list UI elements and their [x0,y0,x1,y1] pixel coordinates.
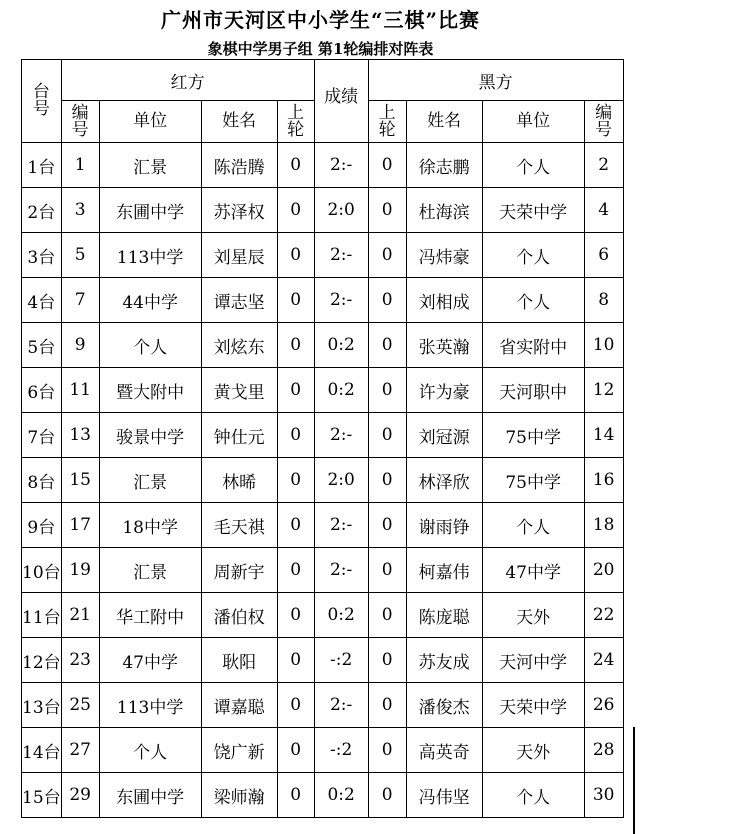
red-unit-cell: 东圃中学 [99,188,201,233]
black-unit-cell: 个人 [482,143,584,188]
red-unit-cell: 44中学 [99,278,201,323]
border-fragment [633,727,635,834]
header-black-unit: 单位 [482,101,584,143]
black-unit-cell: 天河中学 [482,638,584,683]
black-prev-cell: 0 [368,143,406,188]
black-prev-cell: 0 [368,593,406,638]
document-subtitle: 象棋中学男子组 第1轮编排对阵表 [207,40,434,58]
red-unit-cell: 113中学 [99,233,201,278]
header-result: 成绩 [314,60,368,143]
black-prev-cell: 0 [368,233,406,278]
board-cell: 4台 [22,278,62,323]
black-name-cell: 张英瀚 [406,323,482,368]
board-cell: 6台 [22,368,62,413]
board-cell: 7台 [22,413,62,458]
result-cell: -:2 [314,728,368,773]
red-unit-cell: 个人 [99,728,201,773]
black-name-cell: 冯炜豪 [406,233,482,278]
board-cell: 10台 [22,548,62,593]
black-name-cell: 谢雨铮 [406,503,482,548]
header-red-name: 姓名 [201,101,277,143]
red-name-cell: 刘星辰 [201,233,277,278]
black-prev-cell: 0 [368,188,406,233]
black-number-cell: 16 [584,458,623,503]
board-cell: 13台 [22,683,62,728]
red-number-cell: 15 [61,458,99,503]
red-number-cell: 9 [61,323,99,368]
result-cell: -:2 [314,638,368,683]
red-unit-cell: 个人 [99,323,201,368]
black-prev-cell: 0 [368,503,406,548]
black-name-cell: 冯伟坚 [406,773,482,818]
header-black-prev-round: 上轮 [368,101,406,143]
board-cell: 3台 [22,233,62,278]
black-name-cell: 苏友成 [406,638,482,683]
red-number-cell: 23 [61,638,99,683]
red-unit-cell: 18中学 [99,503,201,548]
red-unit-cell: 华工附中 [99,593,201,638]
red-name-cell: 林晞 [201,458,277,503]
result-cell: 2:- [314,548,368,593]
red-name-cell: 陈浩腾 [201,143,277,188]
board-cell: 5台 [22,323,62,368]
black-number-cell: 12 [584,368,623,413]
red-name-cell: 毛天祺 [201,503,277,548]
red-number-cell: 13 [61,413,99,458]
red-prev-cell: 0 [277,638,314,683]
black-name-cell: 刘冠源 [406,413,482,458]
pairing-table [21,59,624,818]
red-name-cell: 谭志坚 [201,278,277,323]
black-prev-cell: 0 [368,458,406,503]
header-black-number: 编号 [584,101,623,143]
result-cell: 2:- [314,503,368,548]
black-unit-cell: 省实附中 [482,323,584,368]
black-prev-cell: 0 [368,638,406,683]
black-prev-cell: 0 [368,683,406,728]
red-prev-cell: 0 [277,413,314,458]
black-prev-cell: 0 [368,728,406,773]
black-unit-cell: 47中学 [482,548,584,593]
table-row [22,413,624,458]
table-row [22,638,624,683]
black-prev-cell: 0 [368,413,406,458]
table-row [22,458,624,503]
black-unit-cell: 天河职中 [482,368,584,413]
header-red-prev-round: 上轮 [277,101,314,143]
black-number-cell: 4 [584,188,623,233]
black-number-cell: 10 [584,323,623,368]
red-unit-cell: 113中学 [99,683,201,728]
table-row [22,683,624,728]
red-prev-cell: 0 [277,323,314,368]
table-row [22,728,624,773]
red-name-cell: 刘炫东 [201,323,277,368]
black-number-cell: 2 [584,143,623,188]
black-number-cell: 14 [584,413,623,458]
table-row [22,773,624,818]
table-row [22,323,624,368]
black-unit-cell: 个人 [482,503,584,548]
result-cell: 0:2 [314,593,368,638]
table-row [22,188,624,233]
red-number-cell: 27 [61,728,99,773]
header-black-name: 姓名 [406,101,482,143]
header-red-number: 编号 [61,101,99,143]
black-unit-cell: 个人 [482,278,584,323]
result-cell: 0:2 [314,323,368,368]
black-name-cell: 柯嘉伟 [406,548,482,593]
black-number-cell: 24 [584,638,623,683]
table-row [22,278,624,323]
header-board: 台号 [22,60,62,143]
red-number-cell: 17 [61,503,99,548]
table-row [22,548,624,593]
red-number-cell: 1 [61,143,99,188]
red-prev-cell: 0 [277,143,314,188]
table-row [22,368,624,413]
board-cell: 11台 [22,593,62,638]
header-red-unit: 单位 [99,101,201,143]
result-cell: 2:- [314,233,368,278]
result-cell: 2:- [314,278,368,323]
black-name-cell: 杜海滨 [406,188,482,233]
red-number-cell: 3 [61,188,99,233]
red-name-cell: 谭嘉聪 [201,683,277,728]
table-row [22,593,624,638]
black-prev-cell: 0 [368,773,406,818]
red-unit-cell: 47中学 [99,638,201,683]
result-cell: 2:0 [314,458,368,503]
red-number-cell: 25 [61,683,99,728]
black-name-cell: 陈庞聪 [406,593,482,638]
header-row-top [22,60,624,101]
red-name-cell: 饶广新 [201,728,277,773]
red-prev-cell: 0 [277,458,314,503]
black-number-cell: 22 [584,593,623,638]
black-prev-cell: 0 [368,548,406,593]
red-number-cell: 19 [61,548,99,593]
black-number-cell: 28 [584,728,623,773]
red-prev-cell: 0 [277,503,314,548]
black-prev-cell: 0 [368,278,406,323]
black-unit-cell: 75中学 [482,413,584,458]
red-unit-cell: 汇景 [99,458,201,503]
red-unit-cell: 东圃中学 [99,773,201,818]
red-unit-cell: 汇景 [99,143,201,188]
black-unit-cell: 个人 [482,773,584,818]
black-unit-cell: 75中学 [482,458,584,503]
red-prev-cell: 0 [277,278,314,323]
result-cell: 2:- [314,413,368,458]
black-number-cell: 18 [584,503,623,548]
red-number-cell: 29 [61,773,99,818]
black-prev-cell: 0 [368,368,406,413]
red-number-cell: 21 [61,593,99,638]
black-name-cell: 徐志鹏 [406,143,482,188]
black-unit-cell: 个人 [482,233,584,278]
board-cell: 15台 [22,773,62,818]
red-unit-cell: 暨大附中 [99,368,201,413]
black-number-cell: 8 [584,278,623,323]
red-name-cell: 黄戈里 [201,368,277,413]
red-prev-cell: 0 [277,683,314,728]
board-cell: 2台 [22,188,62,233]
black-name-cell: 许为豪 [406,368,482,413]
header-red-side: 红方 [61,60,314,101]
black-number-cell: 6 [584,233,623,278]
result-cell: 0:2 [314,368,368,413]
red-number-cell: 7 [61,278,99,323]
red-number-cell: 5 [61,233,99,278]
black-unit-cell: 天荣中学 [482,188,584,233]
red-name-cell: 潘伯权 [201,593,277,638]
board-cell: 14台 [22,728,62,773]
red-unit-cell: 骏景中学 [99,413,201,458]
red-prev-cell: 0 [277,548,314,593]
header-black-side: 黑方 [368,60,623,101]
table-row [22,503,624,548]
red-name-cell: 耿阳 [201,638,277,683]
black-unit-cell: 天荣中学 [482,683,584,728]
red-number-cell: 11 [61,368,99,413]
black-unit-cell: 天外 [482,728,584,773]
table-row [22,233,624,278]
document-title: 广州市天河区中小学生“三棋”比赛 [160,8,480,32]
black-number-cell: 30 [584,773,623,818]
result-cell: 0:2 [314,773,368,818]
red-prev-cell: 0 [277,188,314,233]
board-cell: 9台 [22,503,62,548]
result-cell: 2:0 [314,188,368,233]
red-prev-cell: 0 [277,773,314,818]
red-prev-cell: 0 [277,593,314,638]
board-cell: 1台 [22,143,62,188]
red-prev-cell: 0 [277,368,314,413]
result-cell: 2:- [314,143,368,188]
black-name-cell: 高英奇 [406,728,482,773]
black-number-cell: 26 [584,683,623,728]
board-cell: 8台 [22,458,62,503]
black-name-cell: 潘俊杰 [406,683,482,728]
red-name-cell: 梁师瀚 [201,773,277,818]
black-unit-cell: 天外 [482,593,584,638]
red-name-cell: 苏泽权 [201,188,277,233]
black-prev-cell: 0 [368,323,406,368]
red-name-cell: 钟仕元 [201,413,277,458]
red-prev-cell: 0 [277,728,314,773]
red-name-cell: 周新宇 [201,548,277,593]
black-name-cell: 刘相成 [406,278,482,323]
table-row [22,143,624,188]
red-prev-cell: 0 [277,233,314,278]
black-number-cell: 20 [584,548,623,593]
red-unit-cell: 汇景 [99,548,201,593]
board-cell: 12台 [22,638,62,683]
result-cell: 2:- [314,683,368,728]
black-name-cell: 林泽欣 [406,458,482,503]
